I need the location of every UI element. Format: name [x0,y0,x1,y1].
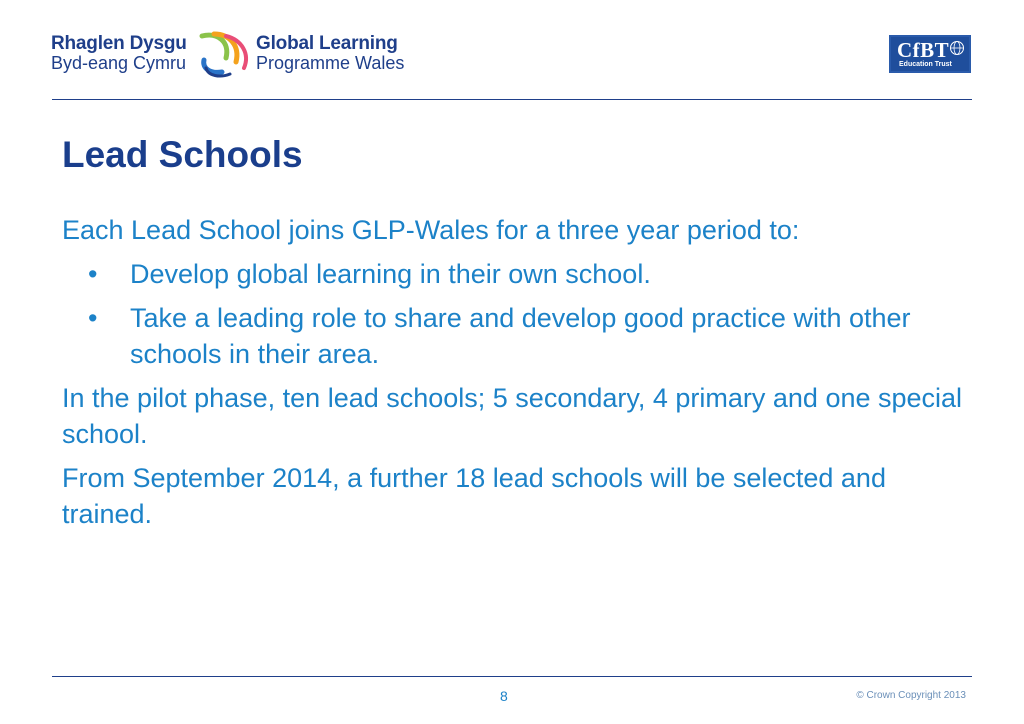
september-paragraph: From September 2014, a further 18 lead schools will be selected and trained. [62,463,886,529]
slide-header [0,0,1024,100]
bullet-text: Develop global learning in their own school. [130,259,651,289]
bullet-text: Take a leading role to share and develop good practice with other schools in their area. [130,303,911,369]
cfbt-logo [889,35,971,73]
cfbt-logo-subtext: Education Trust [899,61,952,68]
intro-paragraph: Each Lead School joins GLP-Wales for a three year period to: [62,215,800,245]
welsh-brand-line1: Rhaglen Dysgu [51,33,187,54]
list-item [88,256,972,292]
bullet-glyph: • [88,259,98,289]
cfbt-logo-text: CfBT [897,38,950,62]
header-divider [52,99,972,100]
page-number: 8 [500,688,508,704]
pilot-phase-paragraph: In the pilot phase, ten lead schools; 5 secondary, 4 primary and one special school. [62,383,963,449]
footer-divider [52,676,972,677]
slide-title: Lead Schools [62,134,303,175]
globe-icon [949,40,965,56]
welsh-brand-line2: Byd-eang Cymru [51,52,187,73]
glp-swirl-logo-icon [196,28,252,80]
english-brand-line2: Programme Wales [256,52,405,73]
slide-body [62,212,972,540]
english-brand-name [256,34,404,73]
copyright-notice: © Crown Copyright 2013 [856,690,966,701]
bullet-list [62,256,972,372]
english-brand-line1: Global Learning [256,33,398,54]
list-item [88,300,972,372]
welsh-brand-name [51,34,187,73]
bullet-glyph: • [88,303,98,333]
